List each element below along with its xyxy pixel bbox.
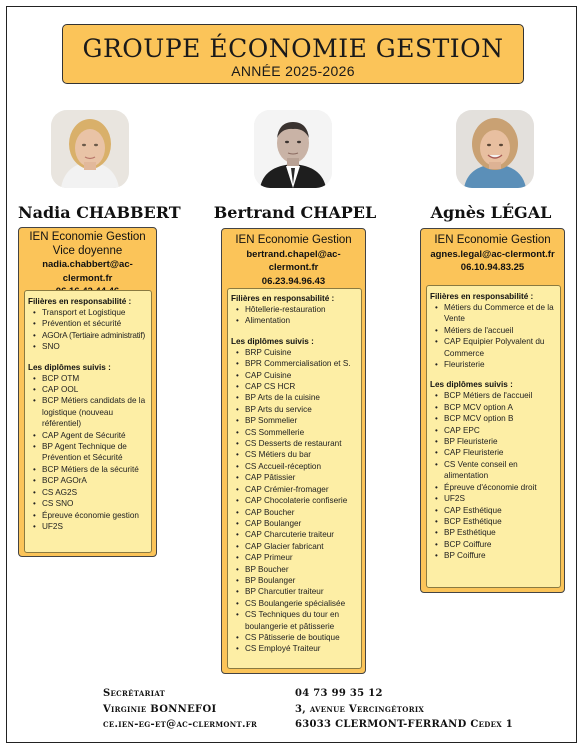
filieres-list (231, 304, 358, 327)
list-item: • BP Arts du service (231, 404, 358, 415)
page-header (62, 24, 524, 84)
footer-phone: 04 73 99 35 12 (295, 688, 383, 699)
email-address[interactable]: agnes.legal@ac-clermont.fr (430, 248, 555, 260)
list-item: • BCP OTM (28, 373, 148, 384)
list-item: • BCP Coiffure (430, 539, 557, 550)
list-item: • BP Charcutier traiteur (231, 586, 358, 597)
list-item: • CAP OOL (28, 384, 148, 395)
list-item: • BRP Cuisine (231, 347, 358, 358)
list-item: • CAP Equipier Polyvalent du Commerce (430, 336, 557, 359)
list-item: • CS Sommellerie (231, 427, 358, 438)
list-item: • SNO (28, 341, 148, 352)
list-item: • BP Arts de la cuisine (231, 392, 358, 403)
list-item: • BP Agent Technique de Prévention et Sécurité (28, 441, 148, 464)
list-item: • Alimentation (231, 315, 358, 326)
role-title: IEN Economie Gestion (29, 231, 146, 243)
filieres-list (28, 307, 148, 353)
page-title: GROUPE ÉCONOMIE GESTION (82, 34, 504, 63)
list-item: • Épreuve d'économie droit (430, 482, 557, 493)
diplomes-list (231, 347, 358, 655)
responsibilities-panel (426, 285, 561, 588)
list-item: • CS Employé Traiteur (231, 643, 358, 654)
email-address[interactable]: bertrand.chapel@ac-clermont.fr (246, 248, 341, 273)
diplomes-list (430, 390, 557, 561)
list-item: • BCP Métiers de la sécurité (28, 464, 148, 475)
list-item: • CS Desserts de restaurant (231, 438, 358, 449)
footer-address (295, 686, 535, 733)
card-agnes-legal (420, 228, 565, 593)
responsibilities-panel (227, 288, 362, 669)
filieres-heading: Filières en responsabilité : (231, 294, 335, 303)
list-item: • CS Techniques du tour en boulangerie et pâtisserie (231, 609, 358, 632)
list-item: • UF2S (430, 493, 557, 504)
footer-secretariat (103, 686, 293, 733)
footer-email[interactable]: ce.ien-eg-et@ac-clermont.fr (103, 719, 258, 730)
list-item: • BP Coiffure (430, 550, 557, 561)
email-address[interactable]: nadia.chabbert@ac-clermont.fr (42, 259, 133, 284)
photo-nadia-chabbert (51, 110, 129, 188)
role-subtitle: Vice doyenne (52, 244, 123, 257)
diplomes-heading: Les diplômes suivis : (430, 380, 513, 390)
list-item: • Métiers du Commerce et de la Vente (430, 302, 557, 325)
list-item: • CAP Chocolaterie confiserie (231, 495, 358, 506)
person-name-agnes: Agnès LÉGAL (430, 203, 552, 222)
list-item: • AGOrA (Tertiaire administratif) (28, 330, 148, 341)
footer-contact-name: Virginie BONNEFOI (103, 703, 217, 715)
list-item: • CS Métiers du bar (231, 449, 358, 460)
footer-heading: Secrétariat (103, 688, 166, 699)
list-item: • Transport et Logistique (28, 307, 148, 318)
list-item: • CAP Fleuristerie (430, 447, 557, 458)
filieres-heading: Filières en responsabilité : (430, 292, 534, 301)
role-title: IEN Economie Gestion (434, 234, 551, 246)
list-item: • BCP MCV option A (430, 402, 557, 413)
list-item: • CAP Primeur (231, 552, 358, 563)
diplomes-list (28, 373, 148, 533)
photo-bertrand-chapel (254, 110, 332, 188)
person-name-bertrand: Bertrand CHAPEL (213, 203, 377, 222)
list-item: • BCP Esthétique (430, 516, 557, 527)
list-item: • BCP AGOrA (28, 475, 148, 486)
list-item: • CAP Boucher (231, 507, 358, 518)
list-item: • Hôtellerie-restauration (231, 304, 358, 315)
list-item: • CAP Crémier-fromager (231, 484, 358, 495)
card-bertrand-chapel (221, 228, 366, 674)
list-item: • BCP Métiers candidats de la logistique (nouveau référentiel) (28, 395, 148, 429)
person-name-nadia: Nadia CHABBERT (18, 203, 181, 222)
role-title: IEN Economie Gestion (235, 234, 352, 246)
responsibilities-panel (24, 290, 152, 553)
list-item: • BCP MCV option B (430, 413, 557, 424)
list-item: • BP Fleuristerie (430, 436, 557, 447)
diplomes-heading: Les diplômes suivis : (28, 362, 111, 372)
filieres-list (430, 302, 557, 370)
school-year: ANNÉE 2025-2026 (231, 63, 355, 79)
list-item: • CAP Cuisine (231, 370, 358, 381)
card-nadia-chabbert (18, 227, 157, 557)
footer-street: 3, avenue Vercingétorix (295, 703, 425, 715)
list-item: • CS AG2S (28, 487, 148, 498)
list-item: • CAP Charcuterie traiteur (231, 529, 358, 540)
list-item: • CAP Pâtissier (231, 472, 358, 483)
list-item: • CAP Esthétique (430, 505, 557, 516)
list-item: • CS SNO (28, 498, 148, 509)
list-item: • UF2S (28, 521, 148, 532)
list-item: • Métiers de l'accueil (430, 325, 557, 336)
list-item: • CS Accueil-réception (231, 461, 358, 472)
list-item: • Fleuristerie (430, 359, 557, 370)
list-item: • CS Vente conseil en alimentation (430, 459, 557, 482)
list-item: • CS Boulangerie spécialisée (231, 598, 358, 609)
diplomes-heading: Les diplômes suivis : (231, 336, 314, 346)
phone-number: 06.23.94.96.43 (261, 275, 326, 287)
list-item: • BP Boulanger (231, 575, 358, 586)
list-item: • Prévention et sécurité (28, 318, 148, 329)
list-item: • BPR Commercialisation et S. (231, 358, 358, 369)
list-item: • CAP EPC (430, 425, 557, 436)
list-item: • BP Sommelier (231, 415, 358, 426)
list-item: • CS Pâtisserie de boutique (231, 632, 358, 643)
list-item: • BP Esthétique (430, 527, 557, 538)
footer-city: 63033 CLERMONT-FERRAND Cedex 1 (295, 719, 514, 730)
list-item: • BP Boucher (231, 564, 358, 575)
list-item: • CAP Agent de Sécurité (28, 430, 148, 441)
list-item: • BCP Métiers de l'accueil (430, 390, 557, 401)
list-item: • CAP Glacier fabricant (231, 541, 358, 552)
list-item: • CAP CS HCR (231, 381, 358, 392)
list-item: • CAP Boulanger (231, 518, 358, 529)
list-item: • Épreuve économie gestion (28, 510, 148, 521)
photo-agnes-legal (456, 110, 534, 188)
filieres-heading: Filières en responsabilité : (28, 297, 132, 306)
phone-number: 06.10.94.83.25 (460, 262, 525, 273)
